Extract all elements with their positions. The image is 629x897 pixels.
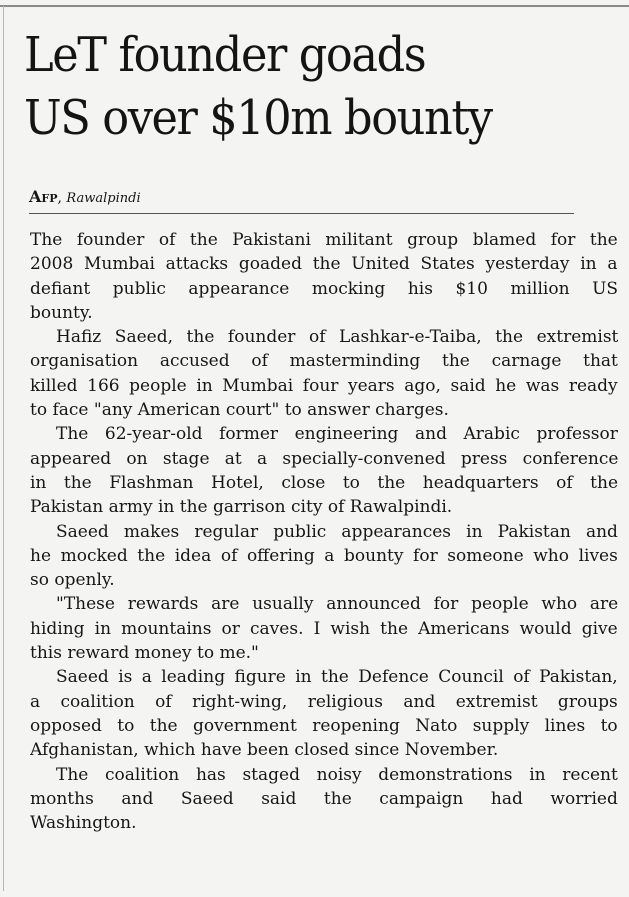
body-line xyxy=(30,763,618,787)
body-line xyxy=(30,252,618,276)
body-line-text: hiding in mountains or caves. I wish the Americans would give xyxy=(30,618,618,639)
body-line xyxy=(30,811,618,835)
body-line xyxy=(30,738,618,762)
body-line xyxy=(30,665,618,689)
body-line-text: a coalition of right-wing, religious and extremist groups xyxy=(30,691,618,712)
body-line-text: "These rewards are usually announced for people who are xyxy=(56,594,618,615)
body-line-text: The founder of the Pakistani militant group blamed for the xyxy=(30,230,618,250)
byline-agency: Afp xyxy=(29,187,58,206)
body-line-text: he mocked the idea of offering a bounty for someone who lives xyxy=(30,545,618,566)
body-line xyxy=(30,641,618,665)
body-line-text: Pakistan army in the garrison city of Rawalpindi. xyxy=(30,497,453,518)
body-line xyxy=(30,471,618,495)
body-line xyxy=(30,301,618,325)
byline-location: Rawalpindi xyxy=(66,191,141,206)
byline-separator: , xyxy=(57,190,67,206)
body-line-text: The coalition has staged noisy demonstrations in recent xyxy=(56,764,618,785)
body-line-text: Saeed makes regular public appearances in Pakistan and xyxy=(56,521,618,542)
body-line-text: to face "any American court" to answer charges. xyxy=(30,400,449,421)
body-line-text: Washington. xyxy=(30,813,137,834)
body-line-text: so openly. xyxy=(30,570,115,591)
left-border-rule xyxy=(3,6,4,891)
body-line-text: organisation accused of masterminding the carnage that xyxy=(30,351,618,372)
headline xyxy=(24,24,582,150)
top-border-rule xyxy=(0,5,629,7)
body-line xyxy=(30,422,618,446)
body-line-text: killed 166 people in Mumbai four years ago, said he was ready xyxy=(30,375,618,396)
body-line-text: months and Saeed said the campaign had worried xyxy=(30,788,618,809)
article-body xyxy=(30,228,618,835)
body-line xyxy=(30,544,618,568)
body-line xyxy=(30,592,618,616)
byline xyxy=(29,187,141,209)
headline-line: LeT founder goads xyxy=(24,27,426,83)
body-line xyxy=(30,447,618,471)
headline-line: US over $10m bounty xyxy=(24,90,492,146)
body-line xyxy=(30,277,618,301)
body-line xyxy=(30,398,618,422)
byline-rule xyxy=(29,213,574,214)
body-line-text: opposed to the government reopening Nato supply lines to xyxy=(30,715,618,736)
body-line xyxy=(30,495,618,519)
body-line-text: appeared on stage at a specially-convened press conference xyxy=(30,448,618,469)
body-line xyxy=(30,787,618,811)
body-line-text: this reward money to me." xyxy=(30,643,259,664)
body-line-text: in the Flashman Hotel, close to the headquarters of the xyxy=(30,472,618,493)
body-line-text: defiant public appearance mocking his $10 million US xyxy=(30,278,618,299)
body-line-text: Saeed is a leading figure in the Defence Council of Pakistan, xyxy=(56,667,618,688)
body-line xyxy=(30,228,618,252)
body-line xyxy=(30,690,618,714)
body-line-text: The 62-year-old former engineering and Arabic professor xyxy=(56,424,618,445)
body-line xyxy=(30,374,618,398)
body-line xyxy=(30,349,618,373)
body-line xyxy=(30,325,618,349)
body-line xyxy=(30,568,618,592)
body-line-text: Hafiz Saeed, the founder of Lashkar-e-Taiba, the extremist xyxy=(56,327,618,348)
body-line xyxy=(30,617,618,641)
body-line xyxy=(30,520,618,544)
body-line xyxy=(30,714,618,738)
body-line-text: bounty. xyxy=(30,302,93,323)
body-line-text: 2008 Mumbai attacks goaded the United States yesterday in a xyxy=(30,254,618,275)
body-line-text: Afghanistan, which have been closed since November. xyxy=(30,740,499,761)
